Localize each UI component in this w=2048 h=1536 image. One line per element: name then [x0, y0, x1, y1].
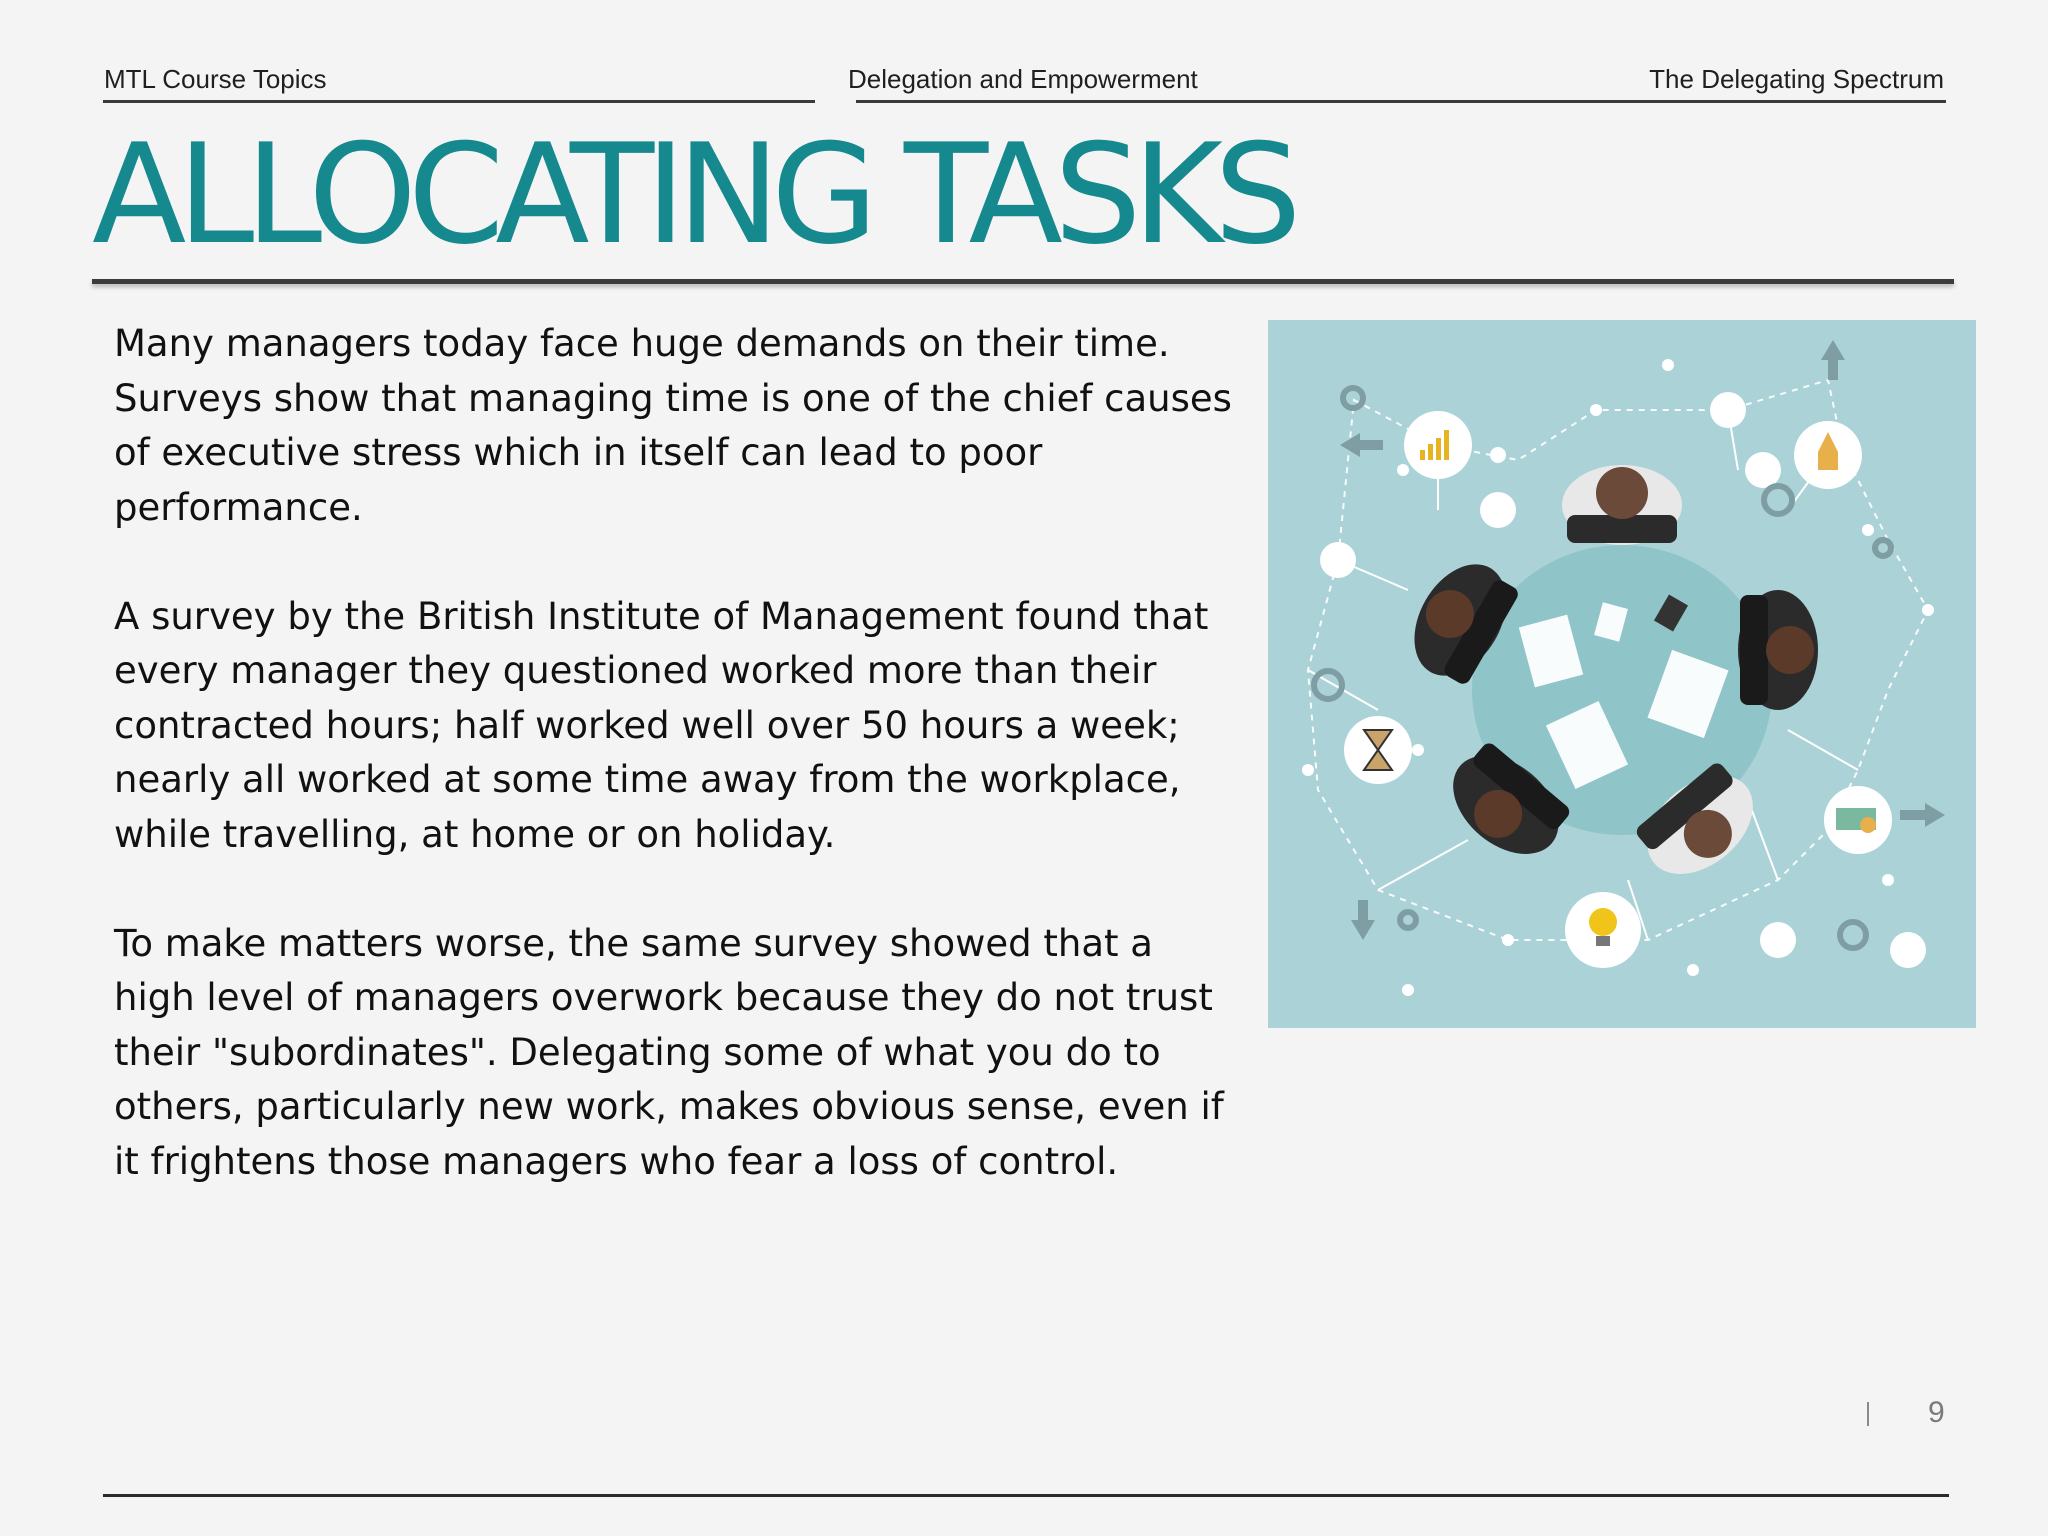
paragraph-trust: To make matters worse, the same survey showed that a high level of managers overwork because they do not trust their "subordinates". Delegating some of what you do to others, particularly new work, makes obvious sense, even if it frightens those managers who fear a loss of control. [114, 921, 1224, 1183]
header-divider-left [103, 100, 815, 103]
header-module-title: Delegation and Empowerment [848, 64, 1198, 94]
title-rule [92, 279, 1954, 284]
footer-rule [103, 1494, 1949, 1497]
header-course-topics: MTL Course Topics [104, 64, 327, 94]
body-text [114, 317, 1244, 1244]
team-meeting-illustration [1268, 320, 1976, 1028]
illustration-svg [1268, 320, 1976, 1028]
page-number: 9 [1928, 1396, 1945, 1429]
header-divider-right [856, 100, 1946, 103]
paragraph-survey: A survey by the British Institute of Management found that every manager they questioned worked more than their contracted hours; half worked well over 50 hours a week; nearly all worked at some time away from the workplace, while travelling, at home or on holiday. [114, 594, 1209, 856]
slide-title: ALLOCATING TASKS [92, 114, 1293, 275]
paragraph-time-demands: Many managers today face huge demands on their time. Surveys show that managing time is one of the chief causes of executive stress which in itself can lead to poor performance. [114, 322, 1232, 529]
header-section-title: The Delegating Spectrum [1649, 64, 1944, 94]
page-number-separator [1867, 1402, 1869, 1426]
